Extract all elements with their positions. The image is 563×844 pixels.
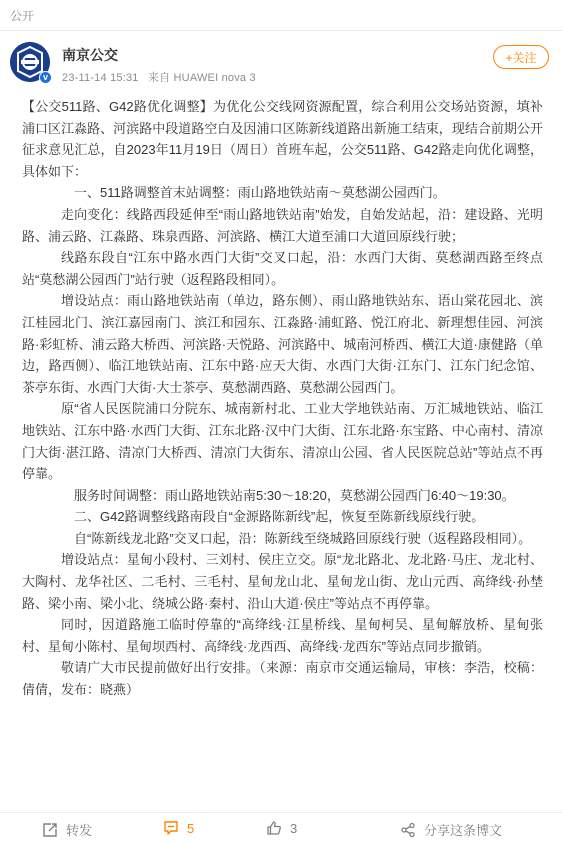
comment-icon	[163, 820, 179, 836]
paragraph-511-terminal: 一、511路调整首末站调整：雨山路地铁站南～莫愁湖公园西门。	[74, 185, 446, 201]
repost-icon	[42, 822, 58, 838]
repost-label: 转发	[66, 823, 93, 838]
action-bar	[0, 813, 563, 844]
paragraph-g42-adjustment: 二、G42路调整线路南段自“金源路陈新线”起，恢复至陈新线原线行驶。	[74, 509, 485, 525]
paragraph-g42-stops: 增设站点：星甸小段村、三刘村、侯庄立交。原“龙北路北、龙北路·马庄、龙北村、大陶村、龙华社区、二毛村、三毛村、星甸龙山北、星甸龙山街、龙山元西、高绛线·孙埜路、梁小南、梁小北、绕城公路·秦村、沿山大道·侯庄”等站点不再停靠。	[22, 552, 543, 611]
comment-button[interactable]	[163, 820, 194, 836]
top-bar	[0, 0, 563, 30]
post-meta	[62, 69, 262, 85]
repost-button[interactable]	[42, 820, 92, 839]
paragraph-intro: 【公交511路、G42路优化调整】为优化公交线网资源配置，综合利用公交场站资源，填补浦口区江淼路、河滨路中段道路空白及因浦口区陈新线道路出新施工结束，现结合前期公开征求意见汇总，自2023年11月19日（周日）首班车起，公交511路、G42路走向优化调整，具体如下：	[22, 99, 543, 179]
paragraph-g42-temp-stops: 同时，因道路施工临时停靠的“高绛线·江星桥线、星甸柯吴、星甸解放桥、星甸张村、星甸小陈村、星甸坝西村、高绛线·龙西西、高绛线·龙西东”等站点同步撤销。	[22, 617, 543, 654]
paragraph-g42-route: 自“陈新线龙北路”交叉口起，沿：陈新线至绕城路回原线行驶（返程路段相同）。	[74, 530, 532, 546]
divider	[0, 30, 563, 31]
comment-count: 5	[187, 820, 195, 836]
post-source: 来自 HUAWEI nova 3	[147, 72, 256, 84]
paragraph-closing: 敬请广大市民提前做好出行安排。（来源：南京市交通运输局，审核：李浩，校稿：倩倩，发布：晓燕）	[22, 660, 543, 698]
share-icon	[400, 822, 416, 838]
share-label: 分享这条博文	[424, 823, 503, 838]
paragraph-511-service-hours: 服务时间调整：雨山路地铁站南5:30～18:20，莫愁湖公园西门6:40～19:30。	[74, 487, 515, 503]
author-name[interactable]: 南京公交	[62, 47, 118, 63]
paragraph-511-route-change: 走向变化：线路西段延伸至“雨山路地铁站南”始发，自始发站起，沿：建设路、光明路、浦云路、江淼路、珠泉西路、河滨路、横江大道至浦口大道回原线行驶；	[22, 206, 543, 244]
like-count: 3	[290, 820, 298, 836]
post-author-header	[10, 42, 553, 92]
paragraph-511-removed-stops: 原“省人民医院浦口分院东、城南新村北、工业大学地铁站南、万汇城地铁站、临江地铁站、江东中路·水西门大街、江东北路·汉中门大街、江东北路·东宝路、中心南村、清凉门大街·湛江路、清凉门大桥西、清凉门大街东、清凉山公园、省人民医院总站”等站点不再停靠。	[22, 401, 543, 482]
like-icon	[266, 820, 282, 836]
like-button[interactable]	[266, 820, 297, 836]
visibility-label: 公开	[10, 8, 35, 23]
paragraph-511-east-segment: 线路东段自“江东中路水西门大街”交叉口起，沿：水西门大街、莫愁湖西路至终点站“莫愁湖公园西门”站行驶（返程路段相同）。	[22, 250, 543, 287]
follow-button[interactable]: +关注	[493, 45, 549, 69]
post-content	[22, 96, 543, 701]
paragraph-511-new-stops: 增设站点：雨山路地铁站南（单边，路东侧）、雨山路地铁站东、语山棠花园北、滨江桂园北门、滨江嘉园南门、滨江和园东、江淼路·浦虹路、悦江府北、新理想佳园、河滨路·彩虹桥、浦云路大桥西、河滨路·天悦路、河滨路中、城南河桥西、横江大道·康健路（单边，路西侧）、临江地铁站南、江东中路·应天大街、水西门大街·江东门、江东门纪念馆、茶亭东街、水西门大街·大士茶亭、莫愁湖西路、莫愁湖公园西门。	[22, 293, 543, 395]
post-timestamp: 23-11-14 15:31	[62, 72, 139, 84]
verified-badge-icon: v	[39, 71, 52, 84]
share-button[interactable]	[400, 820, 502, 839]
